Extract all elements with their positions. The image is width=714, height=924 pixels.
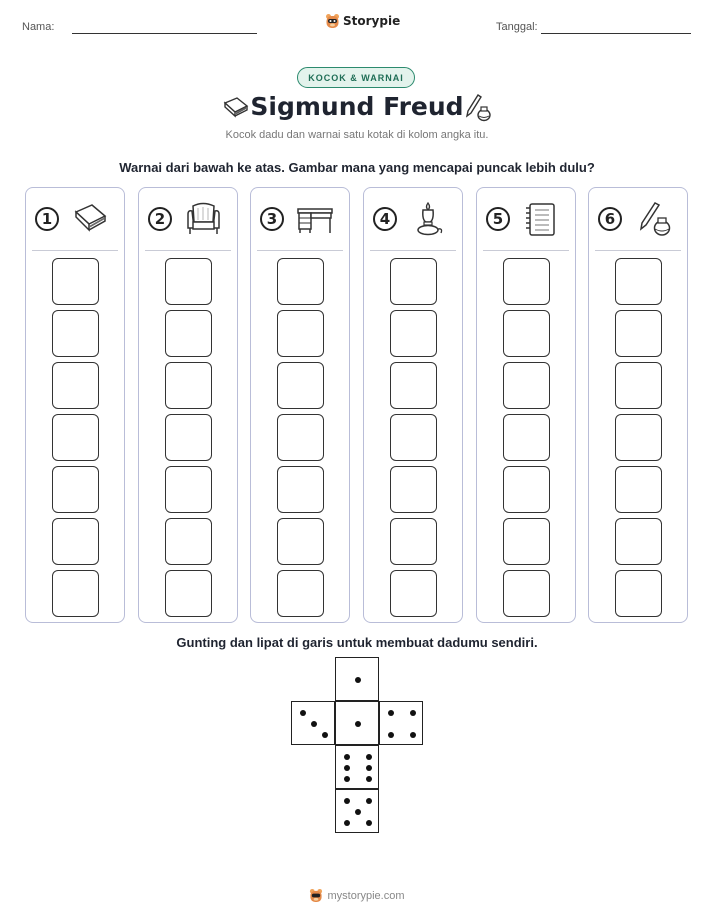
color-box[interactable]	[615, 310, 662, 357]
desk-icon	[295, 200, 335, 238]
color-box[interactable]	[503, 310, 550, 357]
color-box[interactable]	[390, 362, 437, 409]
color-box[interactable]	[503, 466, 550, 513]
die-pip	[355, 809, 361, 815]
die-face-5	[335, 789, 379, 833]
oil-lamp-icon	[408, 200, 448, 238]
die-pip	[355, 721, 361, 727]
color-box[interactable]	[165, 310, 212, 357]
color-box[interactable]	[165, 258, 212, 305]
column-1	[25, 187, 125, 623]
die-pip	[410, 732, 416, 738]
color-box[interactable]	[503, 570, 550, 617]
pen-inkwell-icon	[633, 200, 673, 238]
color-box[interactable]	[277, 518, 324, 565]
column-number: 4	[373, 207, 397, 231]
color-box[interactable]	[277, 310, 324, 357]
die-face-1	[335, 657, 379, 701]
color-box[interactable]	[52, 518, 99, 565]
die-pip	[344, 754, 350, 760]
color-box[interactable]	[165, 362, 212, 409]
die-pip	[366, 765, 372, 771]
die-pip	[388, 710, 394, 716]
coloring-instruction: Warnai dari bawah ke atas. Gambar mana yang mencapai puncak lebih dulu?	[119, 160, 595, 175]
color-box[interactable]	[615, 414, 662, 461]
die-pip	[366, 820, 372, 826]
color-box[interactable]	[277, 570, 324, 617]
die-pip	[366, 776, 372, 782]
column-divider	[145, 250, 231, 251]
notepad-icon	[521, 200, 561, 238]
column-number: 1	[35, 207, 59, 231]
color-box[interactable]	[615, 258, 662, 305]
die-pip	[311, 721, 317, 727]
color-box[interactable]	[390, 466, 437, 513]
die-pip	[366, 798, 372, 804]
armchair-icon	[183, 200, 223, 238]
die-pip	[322, 732, 328, 738]
date-label: Tanggal:	[496, 21, 538, 33]
subtitle: Kocok dadu dan warnai satu kotak di kolom angka itu.	[225, 129, 489, 141]
color-box[interactable]	[615, 570, 662, 617]
date-line[interactable]	[541, 33, 691, 34]
die-pip	[388, 732, 394, 738]
die-pip	[355, 677, 361, 683]
column-3	[250, 187, 350, 623]
book-icon	[70, 200, 110, 238]
brand-logo	[325, 13, 400, 29]
name-line[interactable]	[72, 33, 257, 34]
storypie-mascot-icon	[325, 13, 340, 29]
column-number: 2	[148, 207, 172, 231]
color-box[interactable]	[52, 310, 99, 357]
color-box[interactable]	[390, 258, 437, 305]
column-divider	[370, 250, 456, 251]
color-box[interactable]	[52, 258, 99, 305]
color-box[interactable]	[52, 362, 99, 409]
column-4	[363, 187, 463, 623]
die-face-3	[291, 701, 335, 745]
color-box[interactable]	[165, 414, 212, 461]
brand-name: Storypie	[343, 14, 401, 28]
page-title: Sigmund Freud	[250, 92, 464, 121]
storypie-mascot-icon	[309, 888, 323, 903]
die-pip	[344, 820, 350, 826]
color-box[interactable]	[615, 466, 662, 513]
color-box[interactable]	[390, 310, 437, 357]
die-pip	[344, 765, 350, 771]
color-box[interactable]	[165, 518, 212, 565]
die-face-6	[335, 745, 379, 789]
die-face-1	[335, 701, 379, 745]
column-2	[138, 187, 238, 623]
footer-url[interactable]: mystorypie.com	[327, 889, 405, 902]
footer	[0, 888, 714, 906]
color-box[interactable]	[390, 518, 437, 565]
activity-badge: KOCOK & WARNAI	[297, 67, 415, 88]
column-divider	[257, 250, 343, 251]
color-box[interactable]	[277, 258, 324, 305]
column-5	[476, 187, 576, 623]
color-box[interactable]	[165, 466, 212, 513]
color-box[interactable]	[615, 518, 662, 565]
column-6	[588, 187, 688, 623]
color-box[interactable]	[277, 362, 324, 409]
color-box[interactable]	[52, 466, 99, 513]
color-box[interactable]	[52, 570, 99, 617]
column-number: 6	[598, 207, 622, 231]
column-divider	[32, 250, 118, 251]
color-box[interactable]	[52, 414, 99, 461]
column-number: 3	[260, 207, 284, 231]
die-face-4	[379, 701, 423, 745]
color-box[interactable]	[503, 362, 550, 409]
column-divider	[483, 250, 569, 251]
die-instruction: Gunting dan lipat di garis untuk membuat dadumu sendiri.	[176, 635, 538, 650]
die-pip	[344, 776, 350, 782]
name-label: Nama:	[22, 21, 55, 33]
die-pip	[344, 798, 350, 804]
column-divider	[595, 250, 681, 251]
color-box[interactable]	[503, 414, 550, 461]
color-box[interactable]	[503, 518, 550, 565]
color-box[interactable]	[390, 570, 437, 617]
color-box[interactable]	[277, 414, 324, 461]
die-pip	[410, 710, 416, 716]
color-box[interactable]	[615, 362, 662, 409]
color-box[interactable]	[165, 570, 212, 617]
die-pip	[366, 754, 372, 760]
pen-inkwell-icon	[462, 93, 492, 128]
color-box[interactable]	[277, 466, 324, 513]
column-number: 5	[486, 207, 510, 231]
die-pip	[300, 710, 306, 716]
color-box[interactable]	[390, 414, 437, 461]
color-box[interactable]	[503, 258, 550, 305]
